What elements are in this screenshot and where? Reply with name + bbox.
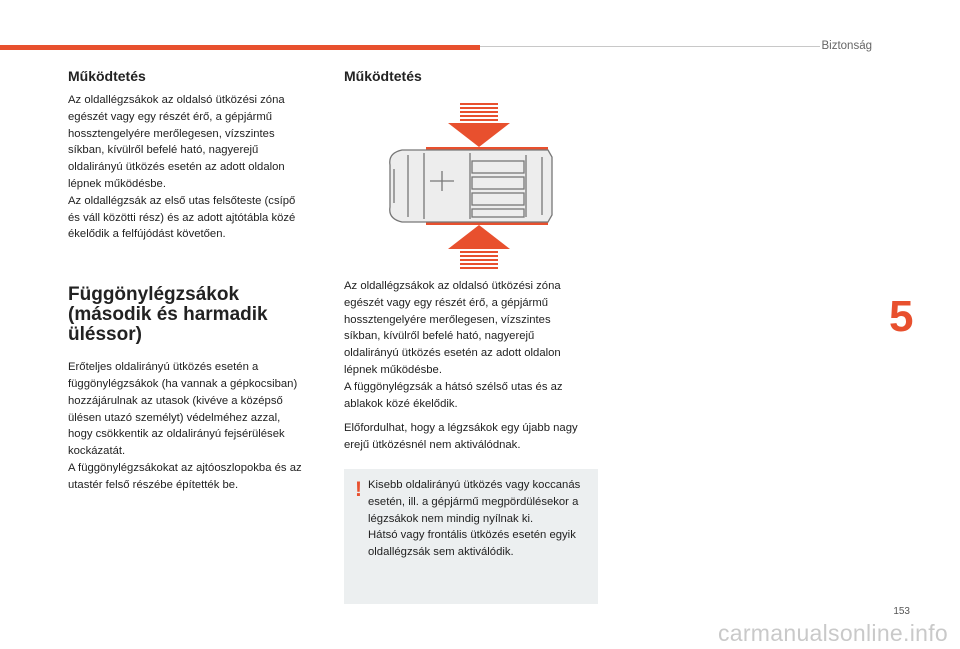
impact-arrow-top [448, 103, 510, 147]
text-line: Az oldallégzsák az első utas felsőteste (csípő [68, 194, 296, 207]
right-body [344, 278, 606, 454]
heading-line: Függönylégzsákok [68, 284, 240, 306]
page-number: 153 [893, 606, 910, 617]
curtain-airbags-heading [68, 285, 326, 345]
text-line: ülésen utazó személyt) védelméhez azzal, [68, 411, 281, 424]
text-line: és váll közötti rész) és az adott ajtótábla közé [68, 211, 296, 224]
left-column [68, 68, 326, 494]
text-line: Az oldallégzsákok az oldalsó ütközési zóna [68, 94, 285, 106]
left-paragraph-1 [68, 92, 326, 243]
text-line: A függönylégzsákokat az ajtóoszlopokba és az [68, 461, 302, 474]
text-line: oldalirányú ütközés esetén az adott oldalon [344, 347, 561, 360]
text-line: A függönylégzsák a hátsó szélső utas és az [344, 380, 563, 393]
warning-box [344, 469, 598, 604]
text-line: oldalirányú ütközés esetén az adott oldalon [68, 161, 285, 174]
text-line: hogy csökkentik az oldalirányú fejsérülések [68, 428, 285, 441]
header-accent-bar [0, 45, 480, 50]
warning-text [368, 477, 592, 561]
van-top-view [390, 150, 552, 222]
text-line: egészét vagy egy részét érő, a gépjármű [68, 110, 273, 123]
text-line: lépnek működésbe. [68, 177, 166, 190]
text-line: Erőteljes oldalirányú ütközés esetén a [68, 361, 259, 374]
heading-line: (második és harmadik [68, 304, 268, 326]
text-line: kockázatát. [68, 445, 126, 458]
text-line: légzsákok nem mindig nyílnak ki. [368, 512, 534, 525]
text-line: Hátsó vagy frontális ütközés esetén egyik [368, 529, 576, 542]
text-line: oldallégzsák sem aktiválódik. [368, 546, 514, 559]
right-paragraph-2 [344, 420, 606, 454]
left-heading-operation: Működtetés [68, 68, 146, 84]
text-line: utastér felső részébe építették be. [68, 478, 239, 491]
text-line: Előfordulhat, hogy a légzsákok egy újabb nagy [344, 422, 578, 435]
right-paragraph-1 [344, 278, 606, 412]
text-line: síkban, kívülről befelé ható, nagyerejű [344, 330, 535, 343]
text-line: erejű ütközésnél nem aktiválódnak. [344, 439, 521, 452]
text-line: egészét vagy egy részét érő, a gépjármű [344, 296, 549, 309]
text-line: esetén, ill. a gépjármű megpördülésekor a [368, 495, 579, 508]
text-line: függönylégzsákok (ha vannak a gépkocsiban) [68, 377, 298, 390]
text-line: Kisebb oldalirányú ütközés vagy koccanás [368, 479, 581, 491]
text-line: ablakok közé ékelődik. [344, 397, 458, 410]
watermark: carmanualsonline.info [717, 620, 948, 646]
left-paragraph-2 [68, 359, 326, 493]
text-line: Az oldallégzsákok az oldalsó ütközési zóna [344, 280, 561, 292]
text-line: síkban, kívülről befelé ható, nagyerejű [68, 144, 259, 157]
side-impact-illustration [384, 103, 554, 275]
text-line: ékelődik a felfújódást követően. [68, 228, 226, 241]
right-column [344, 68, 604, 92]
right-heading-operation: Működtetés [344, 68, 422, 84]
text-line: hossztengelyére merőlegesen, vízszintes [344, 313, 551, 326]
text-line: hossztengelyére merőlegesen, vízszintes [68, 127, 275, 140]
text-line: lépnek működésbe. [344, 363, 442, 376]
exclamation-warning-icon: ! [355, 478, 362, 501]
impact-arrow-bottom [448, 225, 510, 269]
text-line: hozzájárulnak az utasok (kivéve a középső [68, 394, 283, 407]
section-title: Biztonság [821, 40, 872, 52]
chapter-number: 5 [889, 292, 914, 341]
heading-line: üléssor) [68, 324, 142, 346]
header-divider [480, 46, 820, 47]
